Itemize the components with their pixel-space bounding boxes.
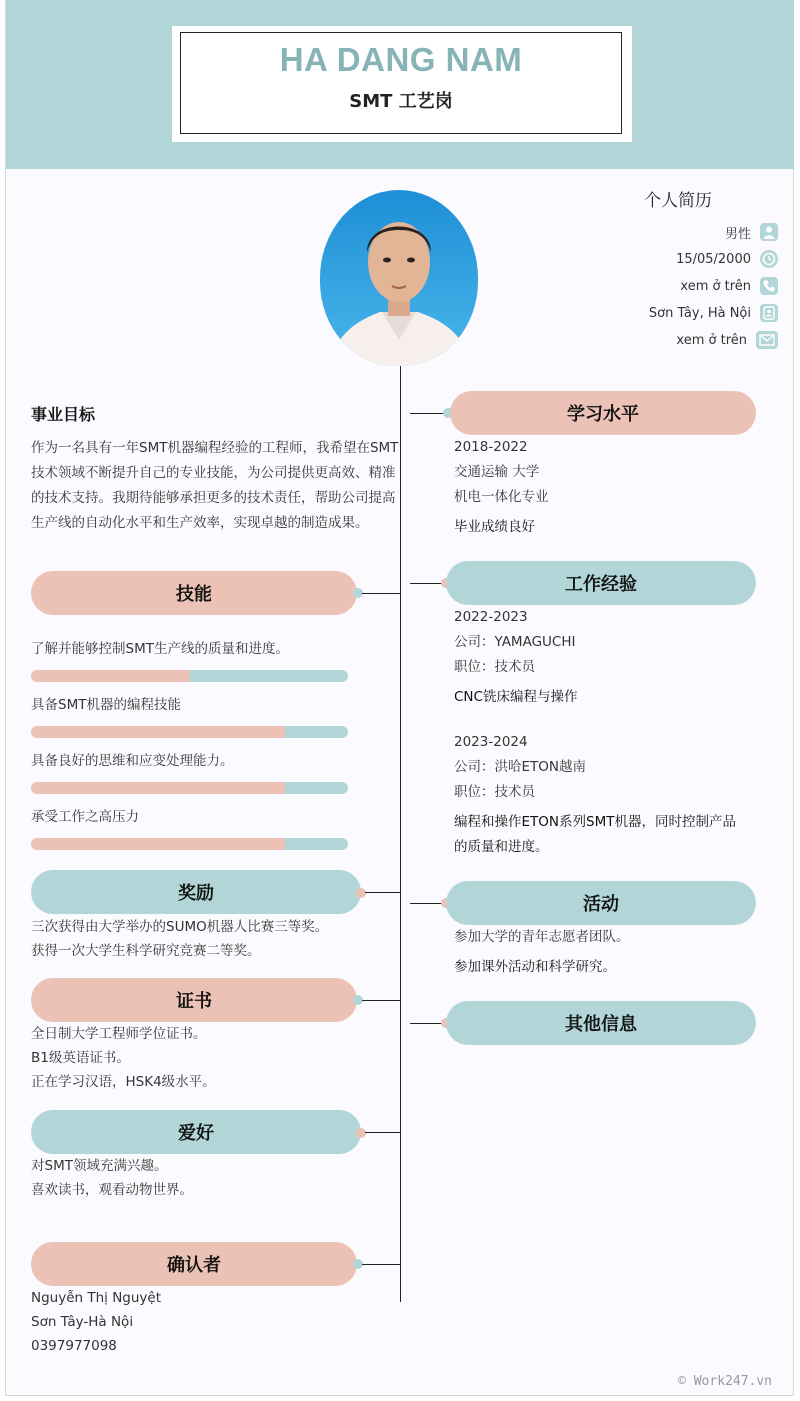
gender-row: [725, 222, 778, 242]
awards-heading: 奖励: [31, 870, 361, 914]
experience-heading: 工作经验: [446, 561, 756, 605]
skills-heading: 技能: [31, 571, 357, 615]
name-card: [172, 26, 632, 142]
education-heading: 学习水平: [450, 391, 756, 435]
phone-row: [680, 276, 778, 296]
user-icon: [760, 223, 778, 241]
hobby-line: 喜欢读书，观看动物世界。: [31, 1182, 193, 1198]
education-period: 2018-2022: [454, 439, 528, 455]
skills-connector: [362, 593, 400, 594]
referee-phone: 0397977098: [31, 1338, 117, 1354]
education-connector: [410, 413, 444, 414]
job-company: 公司：YAMAGUCHI: [454, 634, 576, 650]
watermark: © Work247.vn: [678, 1374, 772, 1389]
skill-label: 具备SMT机器的编程技能: [31, 697, 181, 713]
referee-address: Sơn Tây-Hà Nội: [31, 1314, 134, 1330]
skill-bar: [31, 782, 348, 794]
skill-label: 承受工作之高压力: [31, 809, 139, 825]
referee-heading: 确认者: [31, 1242, 357, 1286]
job-position: 职位：技术员: [454, 659, 535, 675]
address-text: Sơn Tây, Hà Nội: [648, 305, 751, 321]
clock-icon: [760, 250, 778, 268]
certificate-line: 全日制大学工程师学位证书。: [31, 1026, 207, 1042]
referee-connector: [362, 1264, 400, 1265]
certificate-line: B1级英语证书。: [31, 1050, 130, 1066]
award-line: 三次获得由大学举办的SUMO机器人比赛三等奖。: [31, 919, 329, 935]
other-info-heading: 其他信息: [446, 1001, 756, 1045]
hobbies-heading: 爱好: [31, 1110, 361, 1154]
job-description: 编程和操作ETON系列SMT机器，同时控制产品: [454, 814, 736, 830]
job-title: SMT 工艺岗: [349, 91, 453, 112]
award-line: 获得一次大学生科学研究竞赛二等奖。: [31, 943, 261, 959]
awards-connector: [365, 892, 400, 893]
certificate-line: 正在学习汉语，HSK4级水平。: [31, 1074, 216, 1090]
education-note: 毕业成绩良好: [454, 519, 535, 535]
skill-bar-fill: [31, 726, 285, 738]
skill-bar: [31, 726, 348, 738]
certificates-connector: [362, 1000, 400, 1001]
job-description: 的质量和进度。: [454, 839, 549, 855]
job-period: 2022-2023: [454, 609, 528, 625]
name-card-frame: [180, 32, 622, 134]
skill-bar-fill: [31, 670, 190, 682]
objective-text: 作为一名具有一年SMT机器编程经验的工程师，我希望在SMT技术领域不断提升自己的专业技能，为公司提供更高效、精准的技术支持。我期待能够承担更多的技术责任，帮助公司提高生产线的自动化水平和生产效率，实现卓越的制造成果。: [31, 440, 399, 531]
activities-heading: 活动: [446, 881, 756, 925]
referee-name: Nguyễn Thị Nguyệt: [31, 1290, 162, 1306]
objective-title: 事业目标: [31, 405, 96, 424]
skill-label: 了解并能够控制SMT生产线的质量和进度。: [31, 641, 289, 657]
activity-line: 参加课外活动和科学研究。: [454, 959, 616, 975]
birthday-text: 15/05/2000: [676, 251, 751, 267]
activity-line: 参加大学的青年志愿者团队。: [454, 929, 630, 945]
job-company: 公司：洪哈ETON越南: [454, 759, 587, 775]
job-position: 职位：技术员: [454, 784, 535, 800]
hobby-line: 对SMT领域充满兴趣。: [31, 1158, 168, 1174]
hobbies-connector: [365, 1132, 400, 1133]
skill-bar: [31, 670, 348, 682]
job-description: CNC铣床编程与操作: [454, 689, 578, 705]
awards-dot: [356, 888, 366, 898]
address-row: [649, 303, 778, 323]
mail-icon: [756, 331, 778, 349]
email-row: [676, 330, 778, 350]
skill-bar: [31, 838, 348, 850]
email-text: xem ở trên: [676, 332, 747, 348]
birthday-row: [676, 249, 778, 269]
activities-connector: [410, 903, 444, 904]
gender-text: 男性: [724, 226, 751, 242]
other-connector: [410, 1023, 444, 1024]
candidate-name: HA DANG NAM: [279, 41, 523, 78]
skill-bar-fill: [31, 782, 285, 794]
profile-photo: [320, 190, 478, 366]
phone-text: xem ở trên: [680, 278, 751, 294]
experience-connector: [410, 583, 444, 584]
certificates-heading: 证书: [31, 978, 357, 1022]
job-period: 2023-2024: [454, 734, 528, 750]
education-school: 交通运输 大学: [454, 464, 540, 480]
contact-card-icon: [760, 304, 778, 322]
skill-label: 具备良好的思维和应变处理能力。: [31, 753, 234, 769]
phone-icon: [760, 277, 778, 295]
hobbies-dot: [356, 1128, 366, 1138]
personal-info-title: 个人简历: [644, 191, 712, 211]
skill-bar-fill: [31, 838, 285, 850]
education-major: 机电一体化专业: [454, 489, 549, 505]
